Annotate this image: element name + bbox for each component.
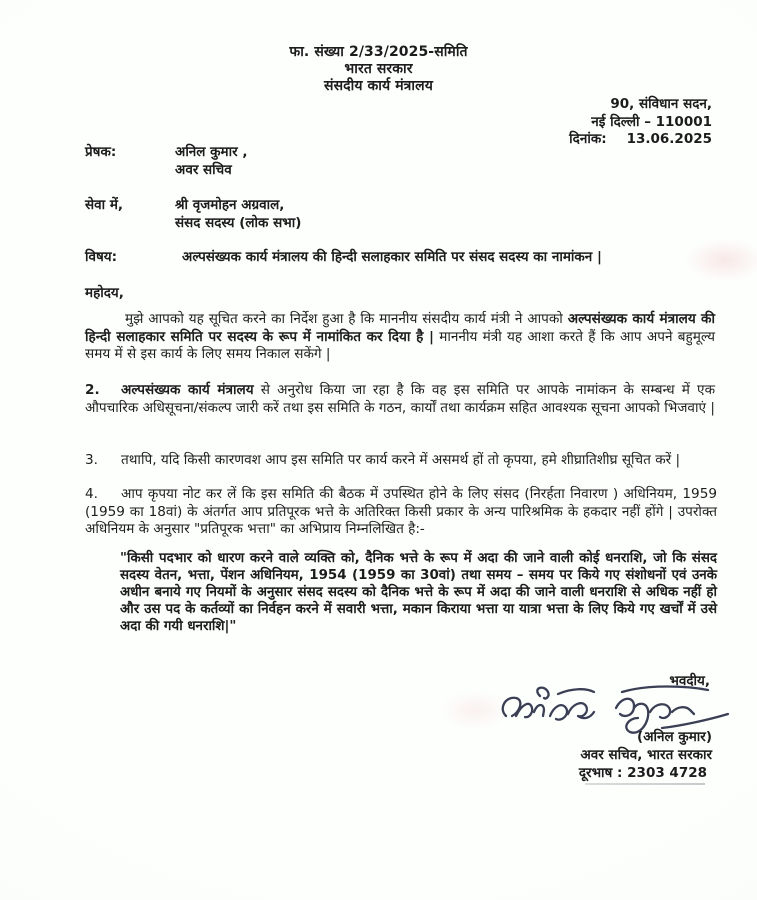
recipient-name: श्री वृजमोहन अग्रवाल, — [175, 197, 285, 213]
paragraph-2-text: से अनुरोध किया जा रहा है कि वह इस समिति पर आपके नामांकन के सम्बन्ध में एक औपचारिक अधिसूचना/संकल्प जारी करें तथा इस समिति के गठन, कार्यों तथा कार्यक्रम सहित आवश्यक सूचना आपको भिजवाएं | — [85, 382, 716, 416]
paragraph-3 — [85, 452, 717, 470]
address-block — [569, 96, 712, 149]
sender-designation: अवर सचिव — [175, 162, 232, 178]
file-number: फा. संख्या 2/33/2025-समिति — [289, 44, 468, 60]
address-line-1: 90, संविधान सदन, — [610, 96, 712, 112]
paragraph-1 — [85, 311, 715, 364]
government-name: भारत सरकार — [344, 61, 413, 77]
sender-name: अनिल कुमार , — [175, 144, 248, 160]
recipient-label: सेवा में, — [85, 197, 124, 213]
closing-salutation: भवदीय, — [669, 673, 710, 689]
paragraph-4 — [85, 486, 717, 539]
ministry-name: संसदीय कार्य मंत्रालय — [324, 78, 433, 94]
subject-row — [85, 249, 717, 266]
recipient-block — [85, 196, 301, 232]
date-label: दिनांक: — [569, 131, 607, 147]
paragraph-4-number: 4. — [85, 486, 98, 502]
sender-label: प्रेषक: — [85, 144, 117, 160]
sender-details — [175, 143, 247, 179]
phone-underline-mark — [585, 783, 705, 785]
paragraph-2-bold: अल्पसंख्यक कार्य मंत्रालय — [121, 382, 254, 398]
subject-text: अल्पसंख्यक कार्य मंत्रालय की हिन्दी सलाहकार समिति पर संसद सदस्य का नामांकन | — [182, 249, 602, 265]
date-row — [569, 131, 712, 149]
date-value: 13.06.2025 — [626, 131, 712, 147]
sender-block — [85, 143, 247, 179]
paragraph-2-number: 2. — [85, 382, 100, 398]
definition-quote: "किसी पदभार को धारण करने वाले व्यक्ति को, दैनिक भत्ते के रूप में अदा की जाने वाली कोई धनराशि, जो कि संसद सदस्य वेतन, भत्ता, पेंशन अधिनियम, 1954 (1959 का 30वां) तथा समय – समय पर किये गए संशोधनों एवं उनके अधीन बनाये गए नियमों के अनुसार संसद सदस्य को दैनिक भत्ते के रूप में अदा की जाने वाली धनराशि से अधिक नहीं हो और उस पद के कर्तव्यों का निर्वहन करने में सवारी भत्ता, मकान किराया भत्ता या यात्रा भत्ता के लिए किये गए खर्चों में उसे अदा की गयी धनराशि|" — [120, 551, 717, 634]
recipient-details — [175, 196, 301, 232]
letter-header — [0, 44, 757, 95]
signatory-designation: अवर सचिव, भारत सरकार — [580, 747, 712, 763]
paragraph-1-text-2: माननीय मंत्री यह आशा करते हैं कि आप अपने बहुमूल्य समय में से इस कार्य के लिए समय निकाल सकेंगे | — [85, 328, 715, 363]
phone-number: दूरभाष : 2303 4728 — [578, 765, 707, 781]
paragraph-3-number: 3. — [85, 452, 98, 468]
salutation: महोदय, — [85, 285, 124, 301]
subject-label: विषय: — [85, 249, 118, 265]
paragraph-2 — [85, 382, 715, 417]
address-line-2: नई दिल्ली – 110001 — [591, 113, 712, 130]
paragraph-3-text: तथापि, यदि किसी कारणवश आप इस समिति पर कार्य करने में असमर्थ हों तो कृपया, हमे शीघ्रातिशीघ्र सूचित करें | — [121, 452, 681, 468]
paragraph-1-text: मुझे आपको यह सूचित करने का निर्देश हुआ है कि माननीय संसदीय कार्य मंत्री ने आपको — [125, 311, 568, 327]
paragraph-4-text: आप कृपया नोट कर लें कि इस समिति की बैठक में उपस्थित होने के लिए संसद (निरर्हता निवारण ) अधिनियम, 1959 (1959 का 18वां) के अंतर्गत आप प्रतिपूरक भत्ते के अतिरिक्त किसी प्रकार के अन्य पारिश्रमिक के हकदार नहीं होंगे | उपरोक्त अधिनियम के अनुसार "प्रतिपूरक भत्ता" का अभिप्राय निम्नलिखित है:- — [85, 486, 717, 538]
recipient-designation: संसद सदस्य (लोक सभा) — [175, 215, 302, 231]
paragraph-1-bold: अल्पसंख्यक कार्य मंत्रालय की हिन्दी सलाहकार समिति पर सदस्य के रूप में नामांकित कर दिया है | — [85, 311, 715, 345]
signatory-name: (अनिल कुमार) — [637, 729, 712, 745]
